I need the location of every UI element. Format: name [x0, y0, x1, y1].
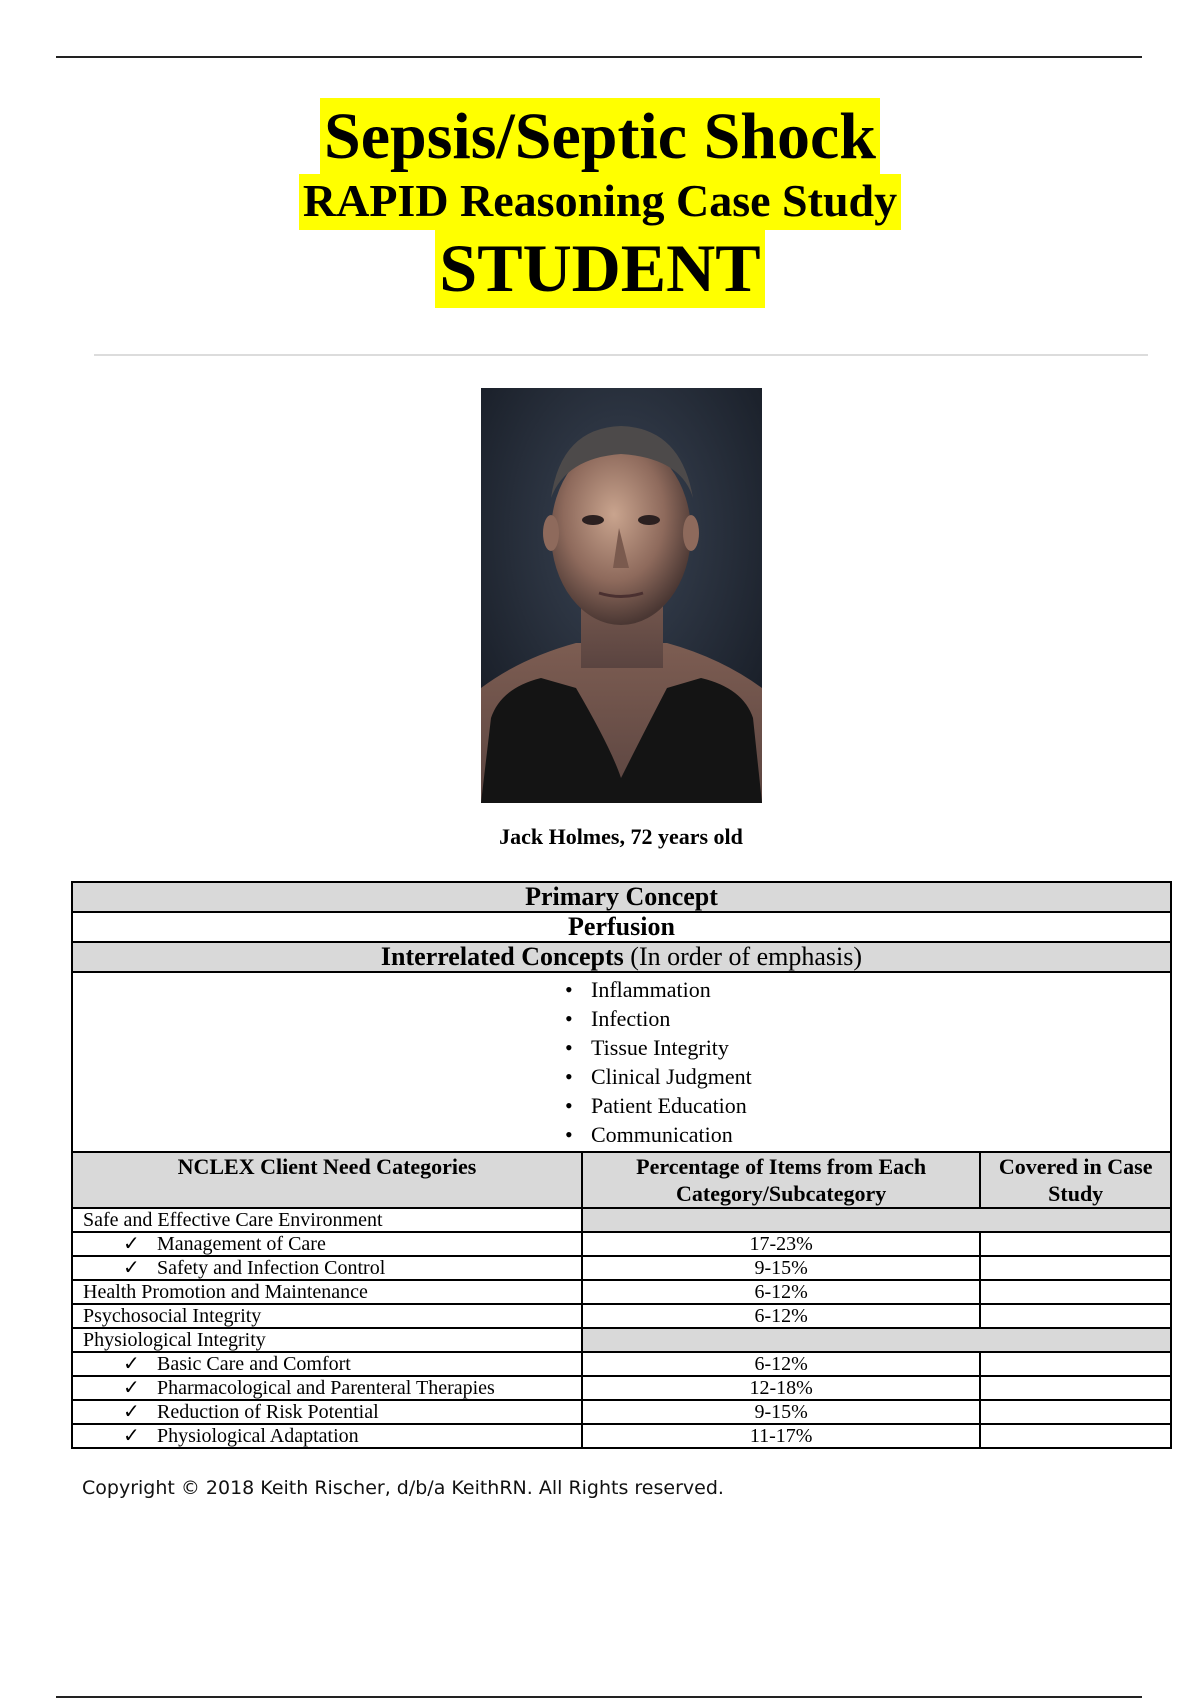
- bottom-rule: [56, 1696, 1142, 1698]
- primary-concept-heading: Primary Concept: [72, 882, 1171, 912]
- title-block: [0, 98, 1200, 308]
- table-row: [72, 1256, 1171, 1280]
- table-row: [72, 1400, 1171, 1424]
- table-row: [72, 1424, 1171, 1448]
- section-divider: [94, 354, 1148, 356]
- covered-cell: [980, 1376, 1171, 1400]
- interrelated-heading-text: Interrelated Concepts: [380, 942, 624, 971]
- checkmark-icon: ✓: [123, 1257, 140, 1279]
- interrelated-concepts-list: [563, 973, 823, 1151]
- percentage-cell: 9-15%: [582, 1256, 980, 1280]
- category-cell: [72, 1328, 582, 1352]
- category-label: Safety and Infection Control: [157, 1257, 386, 1279]
- copyright-notice: Copyright © 2018 Keith Rischer, d/b/a KeithRN. All Rights reserved.: [82, 1477, 724, 1499]
- percentage-cell: 9-15%: [582, 1400, 980, 1424]
- percentage-cell: [582, 1208, 1171, 1232]
- percentage-cell: 11-17%: [582, 1424, 980, 1448]
- checkmark-icon: ✓: [123, 1377, 140, 1399]
- list-item: • Inflammation: [563, 975, 823, 1004]
- checkmark-icon: ✓: [123, 1425, 140, 1447]
- case-study-subtitle: RAPID Reasoning Case Study: [299, 174, 901, 230]
- covered-cell: [980, 1304, 1171, 1328]
- category-label: Health Promotion and Maintenance: [83, 1281, 368, 1303]
- category-label: Basic Care and Comfort: [157, 1353, 351, 1375]
- covered-cell: [980, 1400, 1171, 1424]
- table-row: [72, 1280, 1171, 1304]
- covered-header: Covered in Case Study: [980, 1152, 1171, 1208]
- covered-cell: [980, 1352, 1171, 1376]
- list-item: • Communication: [563, 1120, 823, 1149]
- table-row: [72, 1328, 1171, 1352]
- list-item: • Tissue Integrity: [563, 1033, 823, 1062]
- percentage-cell: [582, 1328, 1171, 1352]
- checkmark-icon: ✓: [123, 1233, 140, 1255]
- checkmark-icon: ✓: [123, 1401, 140, 1423]
- subcategory-cell: [72, 1376, 582, 1400]
- subcategory-cell: [72, 1232, 582, 1256]
- category-label: Physiological Integrity: [83, 1329, 266, 1351]
- nclex-table-body: [72, 1208, 1171, 1448]
- covered-cell: [980, 1280, 1171, 1304]
- percentage-cell: 12-18%: [582, 1376, 980, 1400]
- subcategory-cell: [72, 1400, 582, 1424]
- covered-cell: [980, 1424, 1171, 1448]
- checkmark-icon: ✓: [123, 1353, 140, 1375]
- table-row: [72, 1208, 1171, 1232]
- category-label: Pharmacological and Parenteral Therapies: [157, 1377, 495, 1399]
- nclex-categories-header: NCLEX Client Need Categories: [72, 1152, 582, 1208]
- percentage-cell: 6-12%: [582, 1352, 980, 1376]
- subcategory-cell: [72, 1424, 582, 1448]
- covered-cell: [980, 1232, 1171, 1256]
- subcategory-cell: [72, 1352, 582, 1376]
- category-cell: [72, 1304, 582, 1328]
- category-label: Management of Care: [157, 1233, 326, 1255]
- patient-caption: Jack Holmes, 72 years old: [499, 824, 743, 849]
- interrelated-concepts-heading: [72, 942, 1171, 972]
- category-cell: [72, 1208, 582, 1232]
- percentage-cell: 6-12%: [582, 1304, 980, 1328]
- covered-cell: [980, 1256, 1171, 1280]
- table-row: [72, 1304, 1171, 1328]
- category-label: Psychosocial Integrity: [83, 1305, 262, 1327]
- list-item: • Clinical Judgment: [563, 1062, 823, 1091]
- top-rule: [56, 56, 1142, 58]
- category-label: Reduction of Risk Potential: [157, 1401, 379, 1423]
- table-row: [72, 1376, 1171, 1400]
- subcategory-cell: [72, 1256, 582, 1280]
- student-label: STUDENT: [435, 230, 764, 308]
- case-study-title: Sepsis/Septic Shock: [320, 98, 880, 174]
- interrelated-heading-note: (In order of emphasis): [630, 942, 863, 971]
- interrelated-concepts-list-cell: [72, 972, 1171, 1152]
- concepts-table: [71, 881, 1172, 1449]
- list-item: • Infection: [563, 1004, 823, 1033]
- percentage-cell: 17-23%: [582, 1232, 980, 1256]
- category-label: Physiological Adaptation: [157, 1425, 359, 1447]
- category-cell: [72, 1280, 582, 1304]
- percentage-cell: 6-12%: [582, 1280, 980, 1304]
- percentage-header: Percentage of Items from Each Category/Subcategory: [582, 1152, 980, 1208]
- table-row: [72, 1232, 1171, 1256]
- table-row: [72, 1352, 1171, 1376]
- primary-concept-value: Perfusion: [72, 912, 1171, 942]
- list-item: • Patient Education: [563, 1091, 823, 1120]
- category-label: Safe and Effective Care Environment: [83, 1209, 383, 1231]
- patient-photo: [481, 388, 762, 803]
